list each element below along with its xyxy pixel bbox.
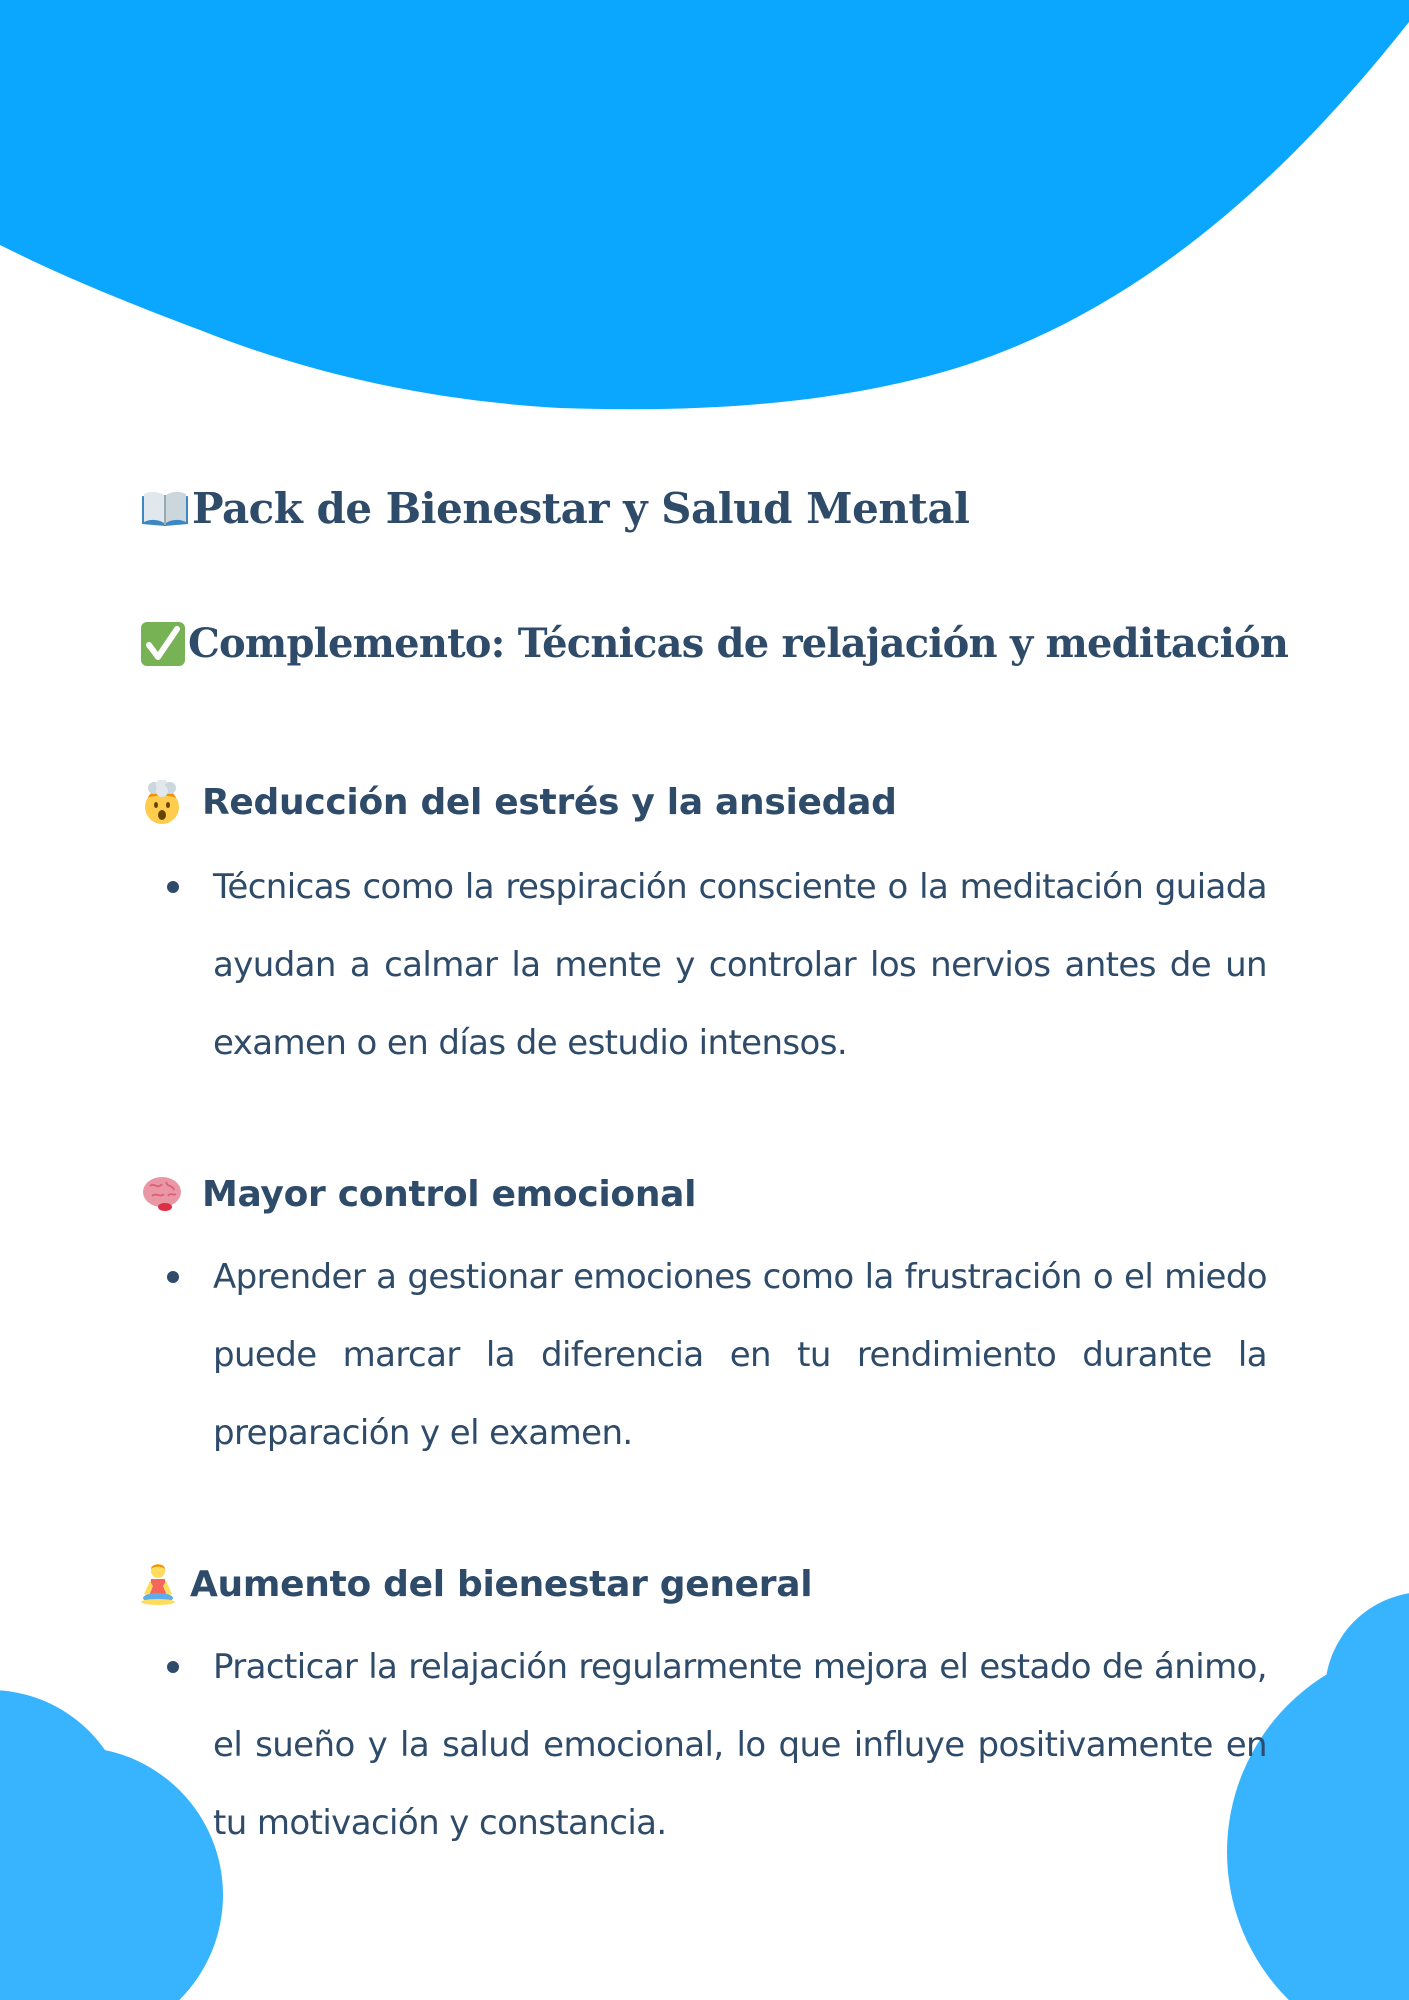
subtitle-text: Complemento: Técnicas de relajación y meditación [188, 620, 1289, 667]
section-bullet-emotional-control: Aprender a gestionar emociones como la frustración o el miedo puede marcar la diferencia en tu rendimiento durante la preparación y el examen. [213, 1238, 1267, 1472]
open-book-icon [140, 490, 190, 528]
section-heading-text: Aumento del bienestar general [190, 1563, 813, 1605]
section-bullet-wellbeing: Practicar la relajación regularmente mejora el estado de ánimo, el sueño y la salud emocional, lo que influye positivamente en tu motivación y constancia. [213, 1628, 1267, 1862]
section-heading-emotional-control [140, 1172, 696, 1216]
exploding-head-icon [140, 780, 184, 824]
person-in-lotus-position-icon [140, 1562, 176, 1606]
section-bullet-stress: Técnicas como la respiración consciente o la meditación guiada ayudan a calmar la mente y controlar los nervios antes de un examen o en días de estudio intensos. [213, 848, 1267, 1082]
brain-icon [140, 1172, 184, 1216]
section-heading-text: Reducción del estrés y la ansiedad [202, 781, 897, 823]
page-title [140, 484, 970, 533]
section-heading-stress [140, 780, 897, 824]
section-heading-wellbeing [140, 1562, 812, 1606]
title-text: Pack de Bienestar y Salud Mental [192, 484, 970, 533]
check-mark-button-icon [140, 621, 186, 667]
subtitle [140, 620, 1288, 667]
section-heading-text: Mayor control emocional [202, 1173, 697, 1215]
